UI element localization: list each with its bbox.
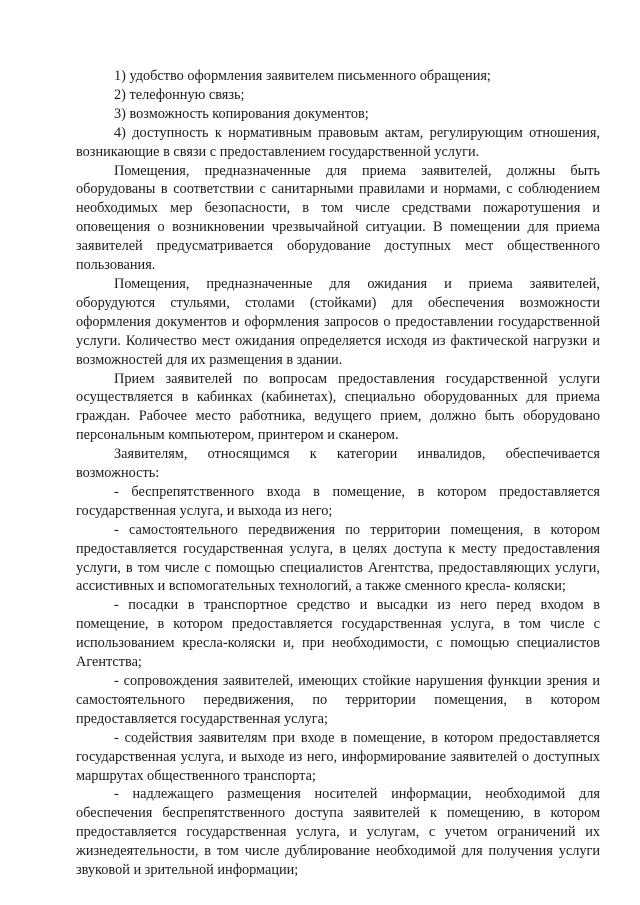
bullet-unobstructed-entry: - беспрепятственного входа в помещение, в котором предоставляется государственная услуга, и выхода из него; (76, 483, 600, 519)
bullet-entry-assistance: - содействия заявителям при входе в помещение, в котором предоставляется государственная услуга, и выходе из него, информирование заявителей о доступных маршрутах общественного транспорта; (76, 729, 600, 784)
bullet-information-placement: - надлежащего размещения носителей информации, необходимой для обеспечения беспрепятственного доступа заявителей к помещению, в котором предоставляется государственная услуга, и услугам, с учетом ограничений их жизнедеятельности, в том числе дублирование необходимой для получения услуги звуковой и зрительной информации; (76, 786, 600, 879)
paragraph-disabled-applicants: Заявителям, относящимся к категории инвалидов, обеспечивается возможность: (76, 446, 600, 482)
list-item-4: 4) доступность к нормативным правовым актам, регулирующим отношения, возникающие в связи с предоставлением государственной услуги. (76, 124, 600, 160)
list-item-1: 1) удобство оформления заявителем письменного обращения; (114, 68, 491, 84)
list-item-3: 3) возможность копирования документов; (114, 105, 369, 122)
document-body (76, 67, 600, 880)
paragraph-reception-cabins: Прием заявителей по вопросам предоставления государственной услуги осуществляется в кабинках (кабинетах), специально оборудованных для приема граждан. Рабочее место работника, ведущего прием, должно быть оборудовано персональным компьютером, принтером и сканером. (76, 370, 600, 444)
bullet-independent-movement: - самостоятельного передвижения по территории помещения, в котором предоставляется государственная услуга, в целях доступа к месту предоставления услуги, в том числе с помощью специалистов Агентства, предоставляющих услуги, ассистивных и вспомогательных технологий, а также сменного кресла- коляски; (76, 521, 600, 595)
paragraph-reception-premises: Помещения, предназначенные для приема заявителей, должны быть оборудованы в соответствии с санитарными правилами и нормами, с соблюдением необходимых мер безопасности, в том числе средствами пожаротушения и оповещения о возникновении чрезвычайной ситуации. В помещении для приема заявителей предусматривается оборудование доступных мест общественного пользования. (76, 162, 600, 274)
bullet-escort: - сопровождения заявителей, имеющих стойкие нарушения функции зрения и самостоятельного передвижения, по территории помещения, в котором предоставляется государственная услуга; (76, 673, 600, 727)
paragraph-waiting-premises: Помещения, предназначенные для ожидания и приема заявителей, оборудуются стульями, столами (стойками) для обеспечения возможности оформления документов и оформления запросов о предоставлении государственной услуги. Количество мест ожидания определяется исходя из фактической нагрузки и возможностей для их размещения в здании. (76, 275, 600, 368)
list-item-2: 2) телефонную связь; (114, 86, 245, 103)
bullet-vehicle-boarding: - посадки в транспортное средство и высадки из него перед входом в помещение, в котором предоставляется государственная услуга, в том числе с использованием кресла-коляски и, при необходимости, с помощью специалистов Агентства; (76, 597, 600, 671)
